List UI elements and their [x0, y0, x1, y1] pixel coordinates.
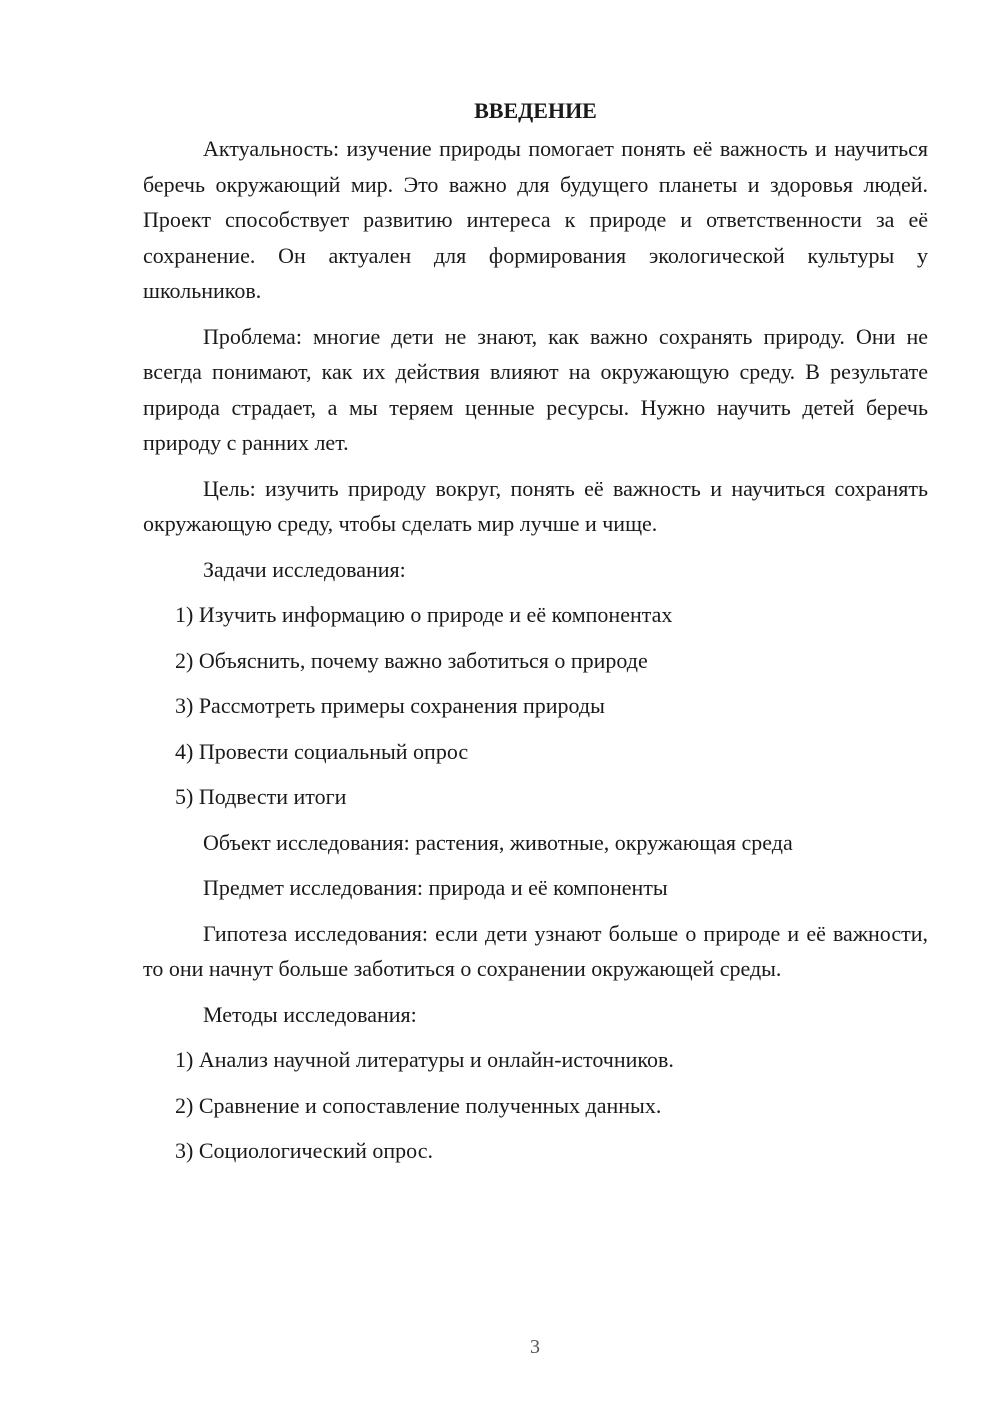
- relevance-paragraph: Актуальность: изучение природы помогает понять её важность и научиться беречь окружающий мир. Это важно для будущего планеты и здоровья людей. Проект способствует развитию интереса к природе и ответственности за её сохранение. Он актуален для формирования экологической культуры у школьников.: [143, 136, 928, 303]
- object-line: Объект исследования: растения, животные, окружающая среда: [203, 829, 793, 855]
- method-item-2: 2) Сравнение и сопоставление полученных данных.: [175, 1092, 662, 1118]
- task-item-5: 5) Подвести итоги: [175, 784, 347, 809]
- section-title: ВВЕДЕНИЕ: [474, 98, 597, 123]
- method-item-1: 1) Анализ научной литературы и онлайн-источников.: [175, 1047, 674, 1072]
- hypothesis-paragraph: Гипотеза исследования: если дети узнают больше о природе и её важности, то они начнут больше заботиться о сохранении окружающей среды.: [143, 920, 928, 981]
- task-item-4: 4) Провести социальный опрос: [175, 738, 469, 764]
- method-item-3: 3) Социологический опрос.: [175, 1138, 433, 1163]
- page-number: 3: [530, 1336, 540, 1358]
- problem-paragraph: Проблема: многие дети не знают, как важно сохранять природу. Они не всегда понимают, как их действия влияют на окружающую среду. В результате природа страдает, а мы теряем ценные ресурсы. Нужно научить детей беречь природу с ранних лет.: [143, 323, 928, 455]
- tasks-label: Задачи исследования:: [203, 556, 406, 582]
- goal-paragraph: Цель: изучить природу вокруг, понять её важность и научиться сохранять окружающую среду, чтобы сделать мир лучше и чище.: [143, 475, 928, 536]
- task-item-3: 3) Рассмотреть примеры сохранения природы: [175, 693, 605, 718]
- subject-line: Предмет исследования: природа и её компоненты: [203, 875, 668, 900]
- task-item-1: 1) Изучить информацию о природе и её компонентах: [175, 602, 673, 627]
- task-item-2: 2) Объяснить, почему важно заботиться о природе: [175, 647, 648, 673]
- methods-label: Методы исследования:: [203, 1001, 417, 1027]
- document-page: [143, 95, 928, 1179]
